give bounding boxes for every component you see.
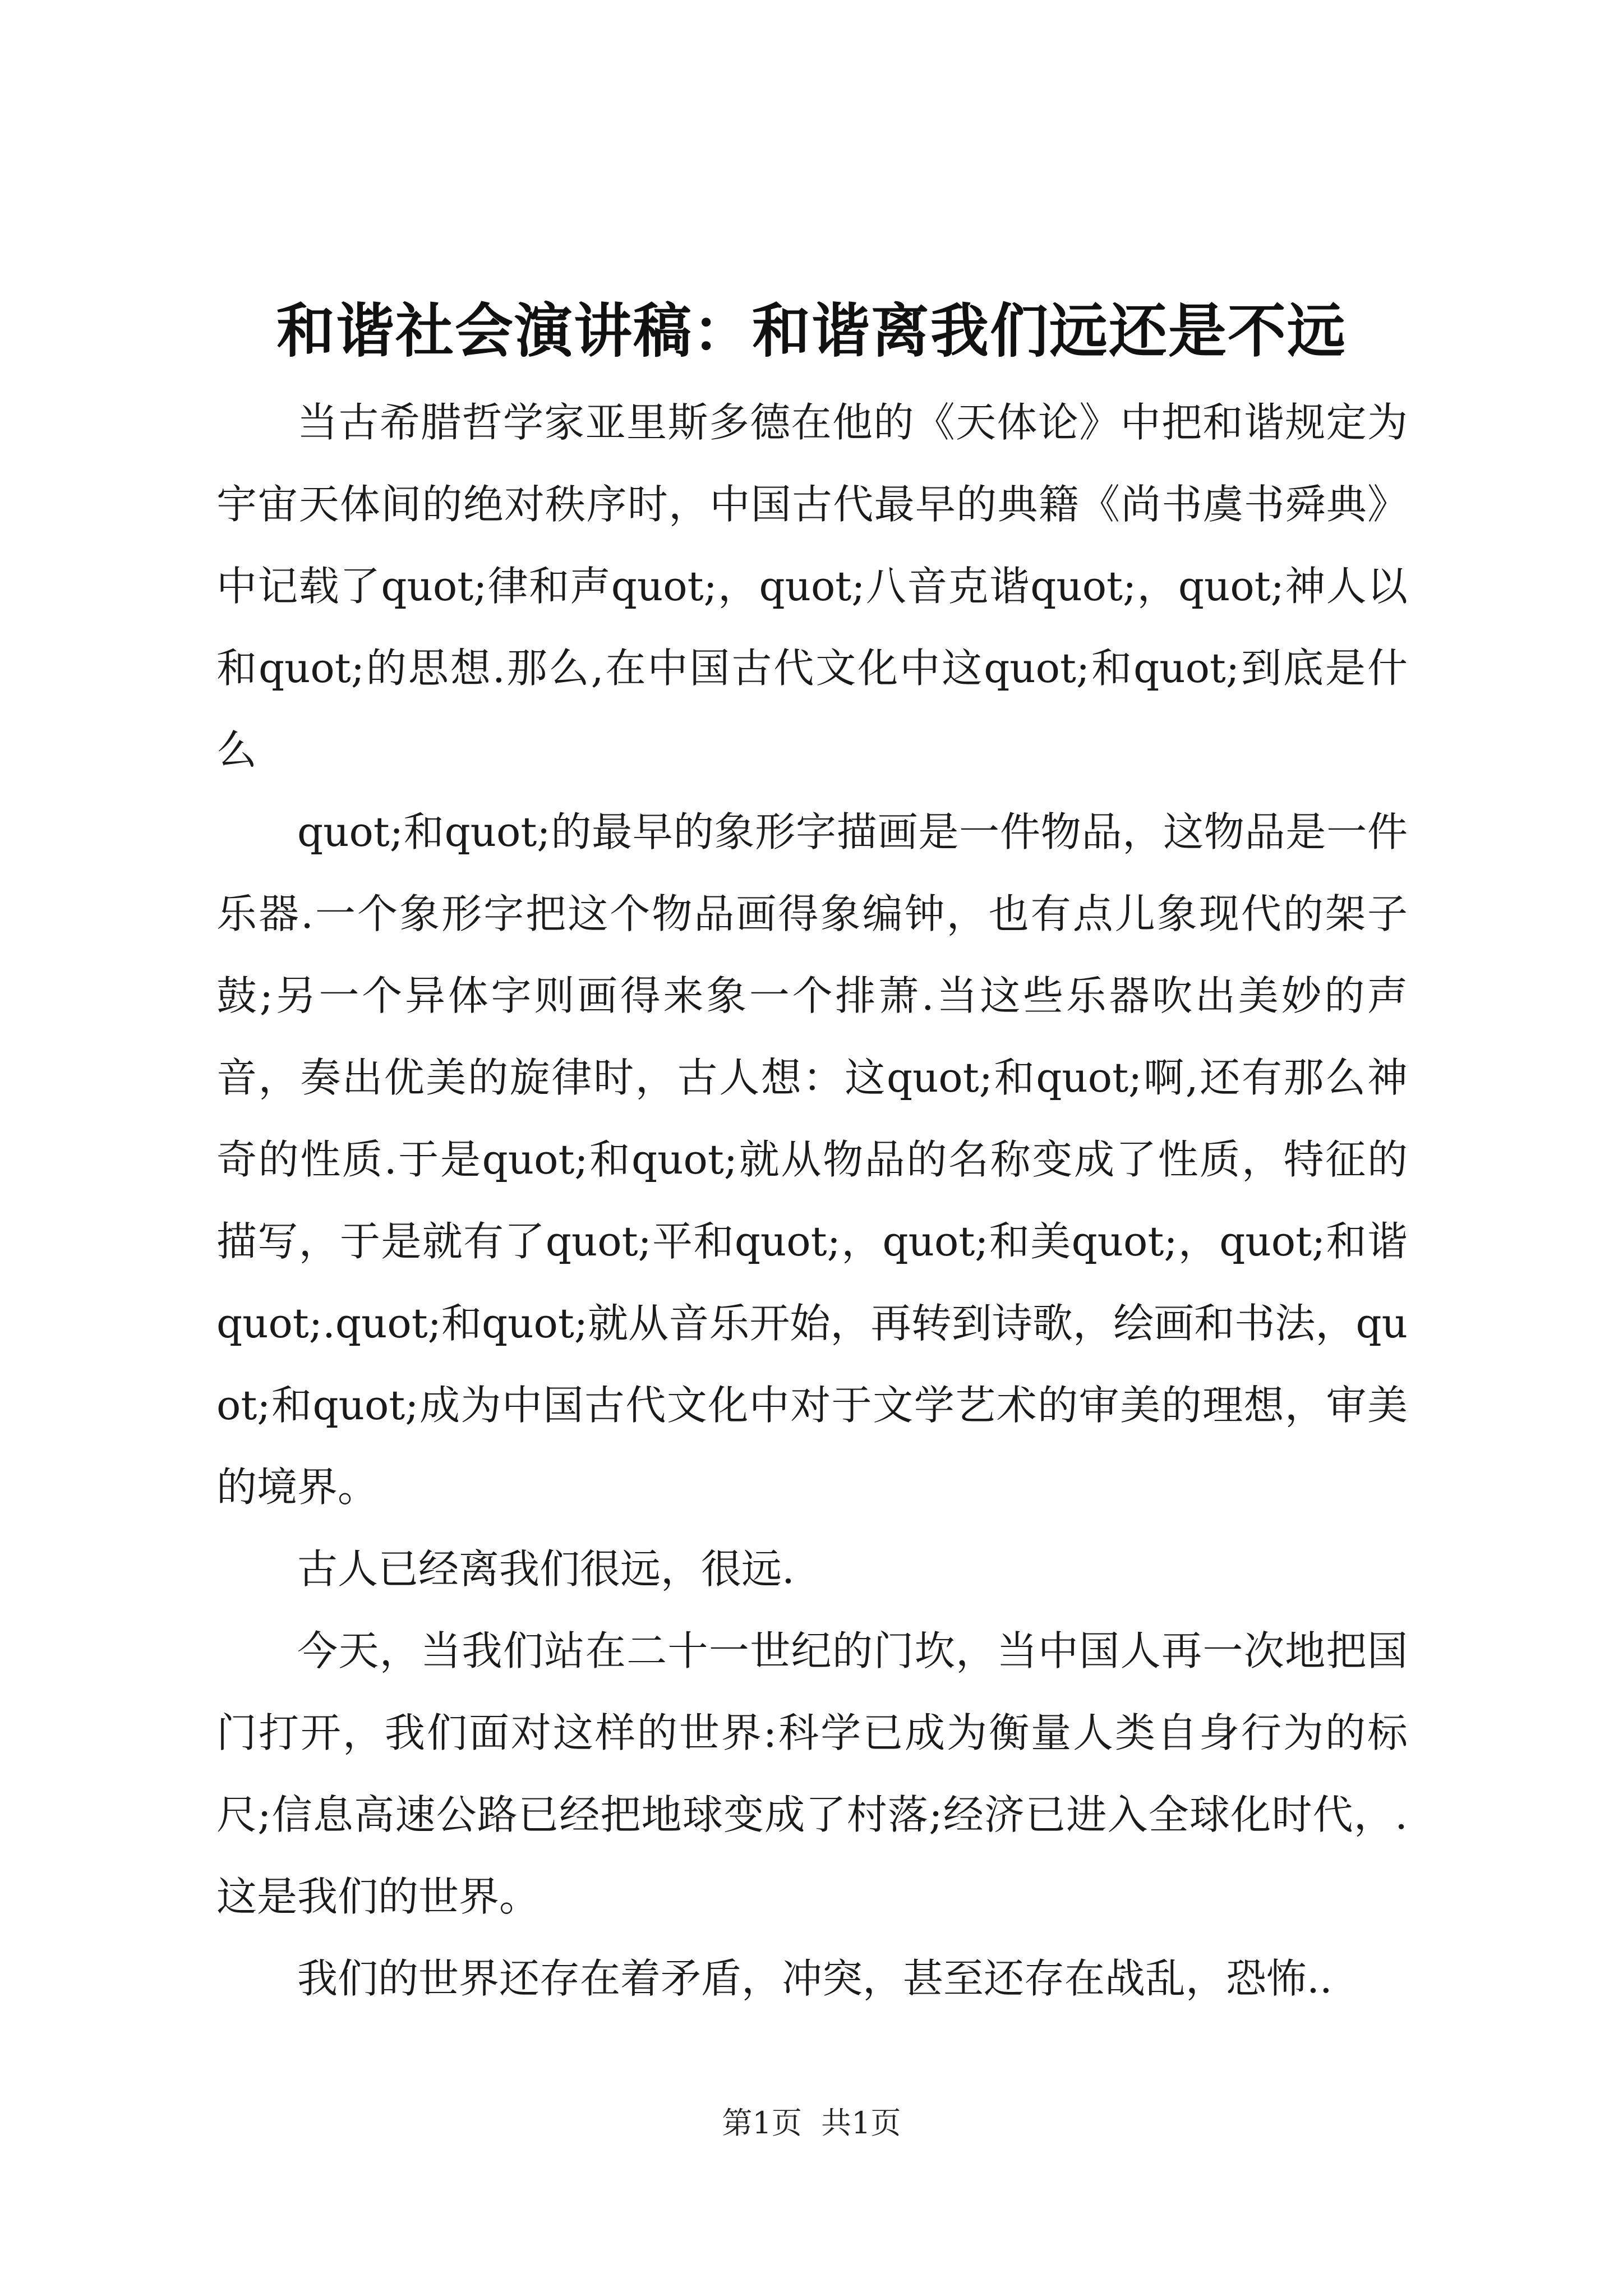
paragraph-2: quot;和quot;的最早的象形字描画是一件物品，这物品是一件乐器.一个象形字把这个物品画得象编钟，也有点儿象现代的架子鼓;另一个异体字则画得来象一个排萧.当这些乐器吹出美妙的声音，奏出优美的旋律时，古人想：这quot;和quot;啊,还有那么神奇的性质.于是quot;和quot;就从物品的名称变成了性质，特征的描写，于是就有了quot;平和quot;，quot;和美quot;，quot;和谐quot;.quot;和quot;就从音乐开始，再转到诗歌，绘画和书法，quot;和quot;成为中国古代文化中对于文学艺术的审美的理想，审美的境界。 (216, 808, 1408, 1511)
page-footer: 第1页 共1页 (722, 2105, 901, 2141)
paragraph-1: 当古希腊哲学家亚里斯多德在他的《天体论》中把和谐规定为宇宙天体间的绝对秩序时，中国古代最早的典籍《尚书虞书舜典》中记载了quot;律和声quot;，quot;八音克谐quot;，quot;神人以和quot;的思想.那么,在中国古代文化中这quot;和quot;到底是什么 (216, 399, 1408, 774)
paragraph-3: 古人已经离我们很远，很远. (297, 1545, 795, 1593)
paragraph-5: 我们的世界还存在着矛盾，冲突，甚至还存在战乱，恐怖.. (297, 1955, 1332, 2002)
paragraph-4: 今天，当我们站在二十一世纪的门坎，当中国人再一次地把国门打开，我们面对这样的世界:科学已成为衡量人类自身行为的标尺;信息高速公路已经把地球变成了村落;经济已进入全球化时代，.这是我们的世界。 (216, 1627, 1408, 1920)
document-body (216, 381, 1408, 2019)
document-title: 和谐社会演讲稿：和谐离我们远还是不远 (276, 296, 1347, 365)
